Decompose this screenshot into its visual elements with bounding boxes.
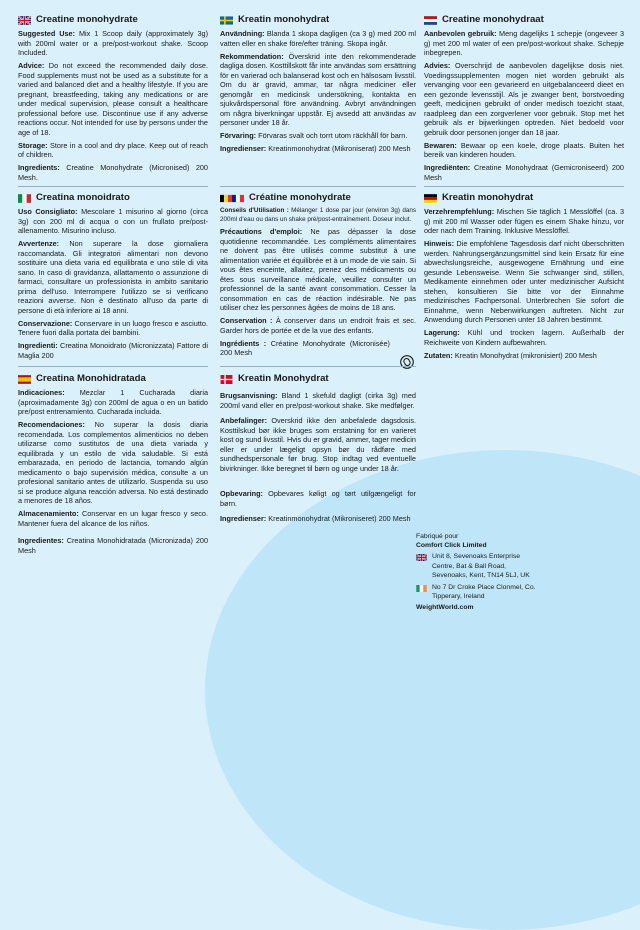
- ingredients-label: Ingredienser:: [220, 144, 267, 154]
- storage-label: Opbevaring:: [220, 489, 263, 499]
- advice-text: Do not exceed the recommended daily dose. Food supplements must not be used as a substitute for a varied and balanced diet and a healthy lifestyle. If you are pregnant, breastfeeding, taking any medications or are under medical supervision, please consult a healthcare professional before use. Discontinue use if any adverse reactions occur. Not intended for use by persons under the age of 18.: [18, 61, 209, 137]
- denmark-flag-icon: [220, 375, 233, 384]
- section-title: Creatina Monohidratada: [36, 373, 146, 384]
- use-text: Blanda 1 skopa dagligen (ca 3 g) med 200 ml vatten eller en shake före/efter träning. Skopa ingår.: [220, 29, 416, 48]
- advice-label: Advice:: [18, 61, 45, 71]
- germany-flag-icon: [424, 194, 437, 203]
- section-heading: [220, 192, 416, 204]
- storage-text: Store in a cool and dry place. Keep out of reach of children.: [18, 140, 208, 160]
- ingredients-label: Ingrediënten:: [424, 163, 471, 173]
- advice-text: No superar la dosis diaria recomendada. Los complementos alimenticios no deben utilizarse como sustitutos de una dieta variada y equilibrada y un estilo de vida saludable. Si está embarazada, en periodo de lactancia, tomando algún medicamento o bajo supervisión médica, consulte a un profesional sanitario antes de utilizarlo. Suspenda su uso si se produce alguna reacción adversa. No está destinado a menores de 18 años.: [18, 420, 208, 506]
- section-english: [18, 14, 208, 186]
- use-label: Användning:: [220, 29, 265, 39]
- advice-label: Précautions d'emploi:: [220, 227, 303, 237]
- website: WeightWorld.com: [416, 604, 474, 612]
- use-label: Verzehrempfehlung:: [424, 207, 495, 217]
- uk-flag-icon: [18, 16, 31, 25]
- storage-label: Förvaring:: [220, 131, 257, 141]
- ingredients-text: Kreatin Monohydrat (mikronisiert) 200 Mesh: [454, 350, 597, 360]
- storage-text: Opbevares køligt og tørt utilgængeligt for børn.: [220, 489, 416, 508]
- advice-label: Advies:: [424, 61, 451, 71]
- storage-label: Bewaren:: [424, 140, 457, 150]
- section-swedish: [220, 14, 416, 157]
- section-title: Kreatin monohydrat: [442, 192, 534, 203]
- section-heading: [18, 373, 208, 385]
- italy-flag-icon: [18, 194, 31, 203]
- ingredients-text: Creatine Monohydraat (Gemicroniseerd) 200 Mesh: [424, 163, 624, 182]
- storage-text: À conserver dans un endroit frais et sec. Garder hors de portée et de la vue des enfants.: [220, 316, 416, 335]
- use-text: Mescolare 1 misurino al giorno (circa 3g) con 200 ml di acqua o con un frullato pre/post-allenamento. Misurino incluso.: [18, 207, 208, 236]
- ingredients-label: Ingredienti:: [18, 341, 58, 351]
- use-label: Indicaciones:: [18, 388, 65, 398]
- section-title: Creatine monohydraat: [442, 14, 544, 25]
- ingredients-text: Kreatinmonohydrat (Mikroniserat) 200 Mesh: [268, 144, 411, 154]
- ie-address-row: [416, 583, 542, 601]
- section-title: Creatina monoidrato: [36, 192, 130, 203]
- manufacturer-info: [416, 532, 542, 612]
- advice-text: Overschrijd de aanbevolen dagelijkse dosis niet. Voedingssupplementen mogen niet worden gebruikt als vervanging voor een gevarieerd en uitgebalanceerd dieet en een gezonde levensstijl. Als je zwanger bent, borstvoeding geeft, medicijnen gebruikt of onder medisch toezicht staat, raadpleeg dan een zorgverlener voor gebruik. Stop met het gebruik als er bijwerkingen optreden. Niet bedoeld voor gebruik door personen jonger dan 18 jaar.: [424, 61, 624, 137]
- storage-text: Kühl und trocken lagern. Außerhalb der Reichweite von Kindern aufbewahren.: [424, 328, 625, 347]
- use-label: Brugsanvisning:: [220, 391, 278, 401]
- uk-address: Unit 8, Sevenoaks Enterprise Centre, Bat & Ball Road, Sevenoaks, Kent, TN14 5LJ, UK: [432, 553, 530, 579]
- section-title: Kreatin Monohydrat: [238, 373, 329, 384]
- use-label: Suggested Use:: [18, 29, 76, 39]
- spain-flag-icon: [18, 375, 31, 384]
- use-text: Mezclar 1 Cucharada diaria (aproximadamente 3g) con 200ml de agua o en un batido pre/post entrenamiento. Cucharada incluida.: [18, 388, 208, 417]
- ie-address: No 7 Dr Croke Place Clonmel, Co. Tipperary, Ireland: [432, 583, 536, 601]
- advice-text: Die empfohlene Tagesdosis darf nicht überschritten werden. Nahrungsergänzungsmittel sind kein Ersatz für eine abwechslungsreiche, ausgewogene Ernährung und eine gesunde Lebensweise. Wenn Sie schwanger sind, stillen, Medikamente einnehmen oder unter medizinischer Aufsicht stehen, konsultieren Sie bitte vor der Einnahme medizinisches Fachpersonal. Unterbrechen Sie sofort die Einnahme, wenn Nebenwirkungen auftreten. Nicht zur Anwendung durch Personen unter 18 Jahren bestimmt.: [424, 239, 625, 325]
- section-title: Creatine monohydrate: [36, 14, 138, 25]
- use-text: Bland 1 skefuld dagligt (cirka 3g) med 200ml vand eller en pre/post-workout shake. Ske medfølger.: [220, 391, 416, 410]
- section-heading: [220, 14, 416, 26]
- section-spanish: [18, 373, 208, 559]
- section-heading: [424, 192, 624, 204]
- use-label: Aanbevolen gebruik:: [424, 29, 497, 39]
- advice-label: Recomendaciones:: [18, 420, 85, 430]
- ireland-flag-icon: [416, 585, 427, 592]
- sweden-flag-icon: [220, 16, 233, 25]
- storage-text: Conservare in un luogo fresco e asciutto. Tenere fuori dalla portata dei bambini.: [18, 318, 208, 338]
- uk-flag-icon: [416, 554, 427, 561]
- section-dutch: [424, 14, 624, 186]
- storage-label: Almacenamiento:: [18, 509, 79, 519]
- section-heading: [220, 373, 416, 385]
- advice-text: Överskrid inte den rekommenderade dagliga dosen. Kosttillskott får inte användas som ersättning för en varierad och balanserad kost och en hälsosam livsstil. Om du är gravid, ammar, tar några mediciner eller genomgår en medicinsk undersökning, kontakta en sjukvårdspersonal före användning. Avbryt användningen om några biverkningar uppstår. Ej avsedd att användas av personer under 18 år.: [220, 51, 416, 128]
- use-text: Mix 1 Scoop daily (approximately 3g) with 200ml water or a pre/post-workout shake. Scoop Included.: [18, 29, 209, 58]
- ingredients-text: Creatine Monohydrate (Micronised) 200 Mesh.: [18, 163, 208, 182]
- ingredients-text: Créatine Monohydrate (Micronisée) 200 Mesh: [220, 338, 390, 358]
- divider: [18, 186, 208, 187]
- ingredients-label: Ingrédients :: [220, 338, 267, 348]
- advice-text: Overskrid ikke den anbefalede dagsdosis. Kosttilskud bør ikke bruges som erstatning for en varieret kost og sund livsstil. Hvis du er gravid, ammer, tager medicin eller er under lægeligt opsyn bør du rådføre med sundhedspersonale før brug. Stop indtag ved eventuelle bivirkninger. Ikke beregnet til børn og unge under 18 år.: [220, 416, 416, 473]
- ingredients-text: Kreatinmonohydrat (Mikroniseret) 200 Mesh: [268, 514, 411, 524]
- section-danish: [220, 373, 416, 527]
- storage-label: Lagerung:: [424, 328, 460, 338]
- uk-address-row: [416, 552, 542, 580]
- section-heading: [18, 14, 208, 26]
- section-french: [220, 192, 416, 361]
- section-title: Créatine monohydrate: [249, 192, 351, 203]
- advice-label: Hinweis:: [424, 239, 455, 249]
- section-italian: [18, 192, 208, 364]
- company-name: Comfort Click Limited: [416, 542, 487, 550]
- divider: [18, 366, 208, 367]
- section-heading: [18, 192, 208, 204]
- ingredients-label: Ingredientes:: [18, 536, 64, 546]
- use-label: Conseils d'Utilisation :: [220, 207, 289, 215]
- use-label: Uso Consigliato:: [18, 207, 78, 217]
- divider: [424, 186, 624, 187]
- ingredients-text: Creatina Monoidrato (Micronizzata) Fattore di Maglia 200: [18, 341, 208, 360]
- advice-text: Non superare la dose giornaliera raccomandata. Gli integratori alimentari non devono sostituire una dieta varia ed equilibrata e uno stile di vita sano. In caso di gravidanza, allattamento o assunzione di farmaci, consultare un professionista in ambito sanitario prima dell'uso. Interrompere l'utilizzo se si verificano reazioni avverse. Non è destinato all'uso da parte di persone di età inferiore ai 18 anni.: [18, 239, 209, 315]
- ingredients-label: Ingredients:: [18, 163, 60, 173]
- advice-text: Ne pas dépasser la dose quotidienne recommandée. Les compléments alimentaires ne doivent pas être utilisés comme substitut à une alimentation variée et équilibrée et à un mode de vie sain. Si vous êtes enceinte, allaitez, prenez des médicaments ou êtes sous surveillance médicale, veuillez consulter un professionnel de la santé avant consommation. Cesser la consommation en cas de réaction indésirable. Ne pas utiliser chez les personnes âgées de moins de 18 ans.: [220, 227, 416, 313]
- divider: [220, 366, 416, 367]
- storage-label: Conservation :: [220, 316, 273, 326]
- section-german: [424, 192, 624, 364]
- advice-label: Rekommendation:: [220, 51, 284, 61]
- advice-label: Anbefalinger:: [220, 416, 268, 426]
- use-text: Meng dagelijks 1 schepje (ongeveer 3 g) met 200 ml water of een pre/post-workout shake. Schepje inbegrepen.: [424, 29, 625, 58]
- ingredients-text: Creatina Monohidratada (Micronizada) 200 Mesh: [18, 536, 209, 555]
- storage-text: Conservar en un lugar fresco y seco. Mantener fuera del alcance de los niños.: [18, 509, 208, 528]
- section-heading: [424, 14, 624, 26]
- ingredients-label: Zutaten:: [424, 350, 453, 360]
- storage-label: Storage:: [18, 140, 48, 150]
- section-title: Kreatin monohydrat: [238, 14, 330, 25]
- ingredients-label: Ingredienser:: [220, 514, 267, 524]
- advice-label: Avvertenze:: [18, 239, 60, 249]
- divider: [220, 186, 416, 187]
- france-belgium-flag-icon: [220, 194, 244, 203]
- use-text: Mischen Sie täglich 1 Messlöffel (ca. 3 g) mit 200 ml Wasser oder fügen es einem Shake hinzu, vor oder nach dem Training. Inklusive Messlöffel.: [424, 207, 624, 236]
- storage-label: Conservazione:: [18, 318, 73, 328]
- storage-text: Förvaras svalt och torrt utom räckhåll för barn.: [258, 131, 408, 141]
- made-for-label: Fabriqué pour: [416, 533, 459, 540]
- use-text: Mélanger 1 dose par jour (environ 3g) dans 200ml d'eau ou dans un shake pré/post-entraînement. Doseur inclut.: [220, 207, 417, 223]
- storage-text: Bewaar op een koele, droge plaats. Buiten het bereik van kinderen houden.: [424, 140, 624, 160]
- netherlands-flag-icon: [424, 16, 437, 25]
